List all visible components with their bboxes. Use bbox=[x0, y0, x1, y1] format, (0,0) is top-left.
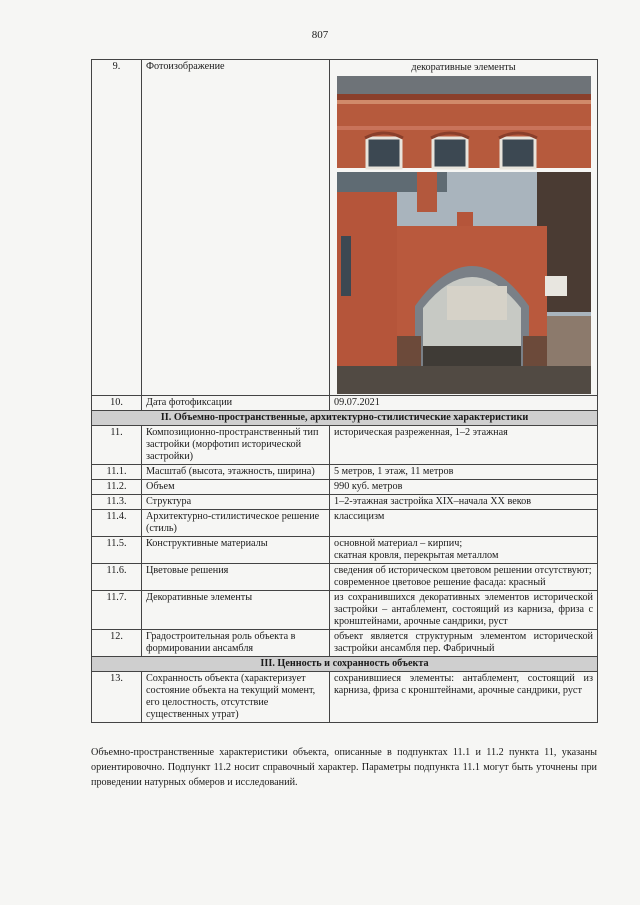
row-label: Конструктивные материалы bbox=[142, 537, 330, 564]
photo-cell bbox=[330, 60, 598, 396]
row-label: Декоративные элементы bbox=[142, 591, 330, 630]
section-title: III. Ценность и сохранность объекта bbox=[92, 657, 598, 672]
row-label: Композиционно-пространственный тип застройки (морфотип исторической застройки) bbox=[142, 426, 330, 465]
row-value: 990 куб. метров bbox=[330, 480, 598, 495]
table-row bbox=[92, 672, 598, 723]
row-number: 11.3. bbox=[92, 495, 142, 510]
table-row bbox=[92, 510, 598, 537]
row-number: 12. bbox=[92, 630, 142, 657]
table-row bbox=[92, 591, 598, 630]
row-label: Структура bbox=[142, 495, 330, 510]
row-value bbox=[330, 537, 598, 564]
section-header bbox=[92, 411, 598, 426]
row-label: Масштаб (высота, этажность, ширина) bbox=[142, 465, 330, 480]
value-line: современное цветовое решение фасада: красный bbox=[334, 577, 546, 588]
section-title: II. Объемно-пространственные, архитектурно-стилистические характеристики bbox=[92, 411, 598, 426]
row-value: сохранившиеся элементы: антаблемент, состоящий из карниза, фриза с кронштейнами, арочные сандрики, руст bbox=[330, 672, 598, 723]
table-row bbox=[92, 465, 598, 480]
facade-photo-top bbox=[337, 76, 591, 168]
row-number: 11.4. bbox=[92, 510, 142, 537]
row-value: классицизм bbox=[330, 510, 598, 537]
row-number: 11.5. bbox=[92, 537, 142, 564]
table-row bbox=[92, 396, 598, 411]
table-row bbox=[92, 495, 598, 510]
row-label: Сохранность объекта (характеризует состояние объекта на текущий момент, его целостность, отсутствие существенных утрат) bbox=[142, 672, 330, 723]
page-number: 807 bbox=[311, 29, 329, 41]
value-line: скатная кровля, перекрытая металлом bbox=[334, 550, 499, 561]
row-value: объект является структурным элементом исторической застройки ансамбля пер. Фабричный bbox=[330, 630, 598, 657]
table-row bbox=[92, 480, 598, 495]
row-label: Дата фотофиксации bbox=[142, 396, 330, 411]
building-photo bbox=[337, 76, 591, 394]
table-row bbox=[92, 426, 598, 465]
row-value: историческая разреженная, 1–2 этажная bbox=[330, 426, 598, 465]
row-label: Градостроительная роль объекта в формировании ансамбля bbox=[142, 630, 330, 657]
row-number: 11.1. bbox=[92, 465, 142, 480]
table-row bbox=[92, 60, 598, 396]
footnote: Объемно-пространственные характеристики объекта, описанные в подпунктах 11.1 и 11.2 пункта 11, указаны ориентировочно. Подпункт 11.2 носит справочный характер. Параметры подпункта 11.1 могут быть уточнены при проведении натурных обмеров и исследований. bbox=[91, 747, 597, 788]
row-number: 13. bbox=[92, 672, 142, 723]
row-number: 11. bbox=[92, 426, 142, 465]
row-label: Архитектурно-стилистическое решение (стиль) bbox=[142, 510, 330, 537]
value-line: основной материал – кирпич; bbox=[334, 538, 463, 549]
row-number: 11.7. bbox=[92, 591, 142, 630]
section-header bbox=[92, 657, 598, 672]
table-row bbox=[92, 564, 598, 591]
row-value: из сохранившихся декоративных элементов исторической застройки – антаблемент, состоящий из карниза, фриза с кронштейнами, арочные сандрики, руст bbox=[330, 591, 598, 630]
row-label: Объем bbox=[142, 480, 330, 495]
row-value: 09.07.2021 bbox=[330, 396, 598, 411]
row-value: 5 метров, 1 этаж, 11 метров bbox=[330, 465, 598, 480]
object-passport-table bbox=[91, 59, 598, 723]
row-number: 10. bbox=[92, 396, 142, 411]
row-value: 1–2-этажная застройка XIX–начала XX веков bbox=[330, 495, 598, 510]
gate-photo-bottom bbox=[337, 172, 591, 394]
row-number: 9. bbox=[92, 60, 142, 396]
row-value bbox=[330, 564, 598, 591]
value-line: сведения об историческом цветовом решении отсутствуют; bbox=[334, 565, 592, 576]
table-row bbox=[92, 630, 598, 657]
photo-caption: декоративные элементы bbox=[411, 62, 516, 73]
row-label: Цветовые решения bbox=[142, 564, 330, 591]
row-number: 11.2. bbox=[92, 480, 142, 495]
table-row bbox=[92, 537, 598, 564]
row-number: 11.6. bbox=[92, 564, 142, 591]
row-label: Фотоизображение bbox=[142, 60, 330, 396]
